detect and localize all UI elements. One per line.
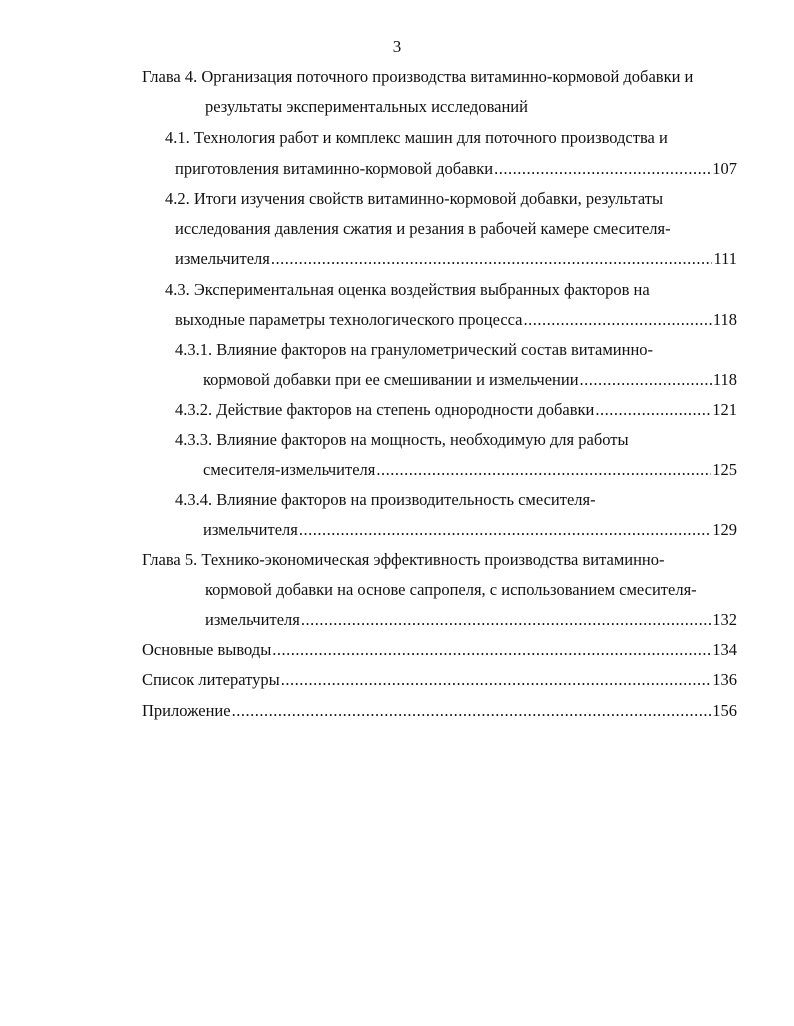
toc-section-4-3-2-line-1 [175, 399, 737, 421]
toc-leader-dots [494, 158, 711, 180]
toc-leader-dots [376, 459, 711, 481]
toc-section-4-3-3-line-1 [175, 429, 629, 451]
toc-page-number: 125 [712, 460, 737, 479]
toc-page-number: 129 [712, 520, 737, 539]
toc-page-number: 107 [712, 159, 737, 178]
toc-entry-text: Глава 4. Организация поточного производства витаминно-кормовой добавки и [142, 67, 694, 86]
toc-page-number: 111 [713, 249, 737, 268]
toc-leader-dots [595, 399, 711, 421]
toc-section-4-3-line-2 [175, 309, 737, 331]
toc-references [142, 669, 737, 691]
toc-leader-dots [580, 369, 712, 391]
toc-leader-dots [281, 669, 712, 691]
toc-entry-text: 4.3.4. Влияние факторов на производительность смесителя- [175, 490, 596, 509]
toc-page-number: 121 [712, 400, 737, 419]
toc-leader-dots [272, 639, 711, 661]
toc-leader-dots [524, 309, 712, 331]
toc-entry-text: Основные выводы [142, 640, 272, 659]
toc-chapter-5-line-3 [205, 609, 737, 631]
toc-page-number: 156 [712, 701, 737, 720]
toc-page-number: 136 [712, 670, 737, 689]
toc-entry-text: Список литературы [142, 670, 280, 689]
toc-page-number: 134 [712, 640, 737, 659]
toc-section-4-3-line-1 [165, 279, 650, 301]
toc-leader-dots [301, 609, 711, 631]
toc-section-4-1-line-2 [175, 158, 737, 180]
toc-conclusions [142, 639, 737, 661]
toc-section-4-2-line-1 [165, 188, 663, 210]
toc-page-number: 118 [712, 370, 737, 389]
toc-page-number: 132 [712, 610, 737, 629]
toc-section-4-3-4-line-2 [203, 519, 737, 541]
toc-entry-text: кормовой добавки на основе сапропеля, с использованием смесителя- [205, 580, 697, 599]
toc-entry-text: 4.3. Экспериментальная оценка воздействия выбранных факторов на [165, 280, 650, 299]
toc-leader-dots [271, 248, 713, 270]
toc-entry-text: приготовления витаминно-кормовой добавки [175, 159, 494, 178]
toc-entry-text: измельчителя [205, 610, 300, 629]
toc-appendix [142, 700, 737, 722]
toc-entry-text: результаты экспериментальных исследований [205, 97, 528, 116]
toc-chapter-5-line-1 [142, 549, 665, 571]
toc-entry-text: 4.3.3. Влияние факторов на мощность, необходимую для работы [175, 430, 629, 449]
toc-entry-text: выходные параметры технологического процесса [175, 310, 523, 329]
toc-section-4-2-line-2 [175, 218, 671, 240]
toc-leader-dots [299, 519, 711, 541]
toc-section-4-3-1-line-2 [203, 369, 737, 391]
toc-entry-text: кормовой добавки при ее смешивании и измельчении [203, 370, 579, 389]
toc-chapter-4-line-1 [142, 66, 693, 88]
toc-entry-text: 4.3.2. Действие факторов на степень однородности добавки [175, 400, 595, 419]
toc-chapter-4-line-2 [205, 96, 528, 118]
toc-entry-text: исследования давления сжатия и резания в рабочей камере смесителя- [175, 219, 671, 238]
toc-entry-text: 4.3.1. Влияние факторов на гранулометрический состав витаминно- [175, 340, 654, 359]
toc-section-4-3-3-line-2 [203, 459, 737, 481]
toc-entry-text: измельчителя [203, 520, 298, 539]
toc-page-number: 118 [712, 310, 737, 329]
toc-entry-text: измельчителя [175, 249, 270, 268]
toc-section-4-1-line-1 [165, 127, 668, 149]
toc-entry-text: Приложение [142, 701, 231, 720]
toc-section-4-3-1-line-1 [175, 339, 653, 361]
toc-entry-text: 4.2. Итоги изучения свойств витаминно-кормовой добавки, результаты [165, 189, 664, 208]
toc-leader-dots [232, 700, 712, 722]
toc-section-4-3-4-line-1 [175, 489, 596, 511]
toc-section-4-2-line-3 [175, 248, 737, 270]
toc-entry-text: 4.1. Технология работ и комплекс машин для поточного производства и [165, 128, 668, 147]
toc-chapter-5-line-2 [205, 579, 697, 601]
toc-entry-text: смесителя-измельчителя [203, 460, 376, 479]
page-number: 3 [392, 37, 402, 56]
toc-entry-text: Глава 5. Технико-экономическая эффективность производства витаминно- [142, 550, 665, 569]
